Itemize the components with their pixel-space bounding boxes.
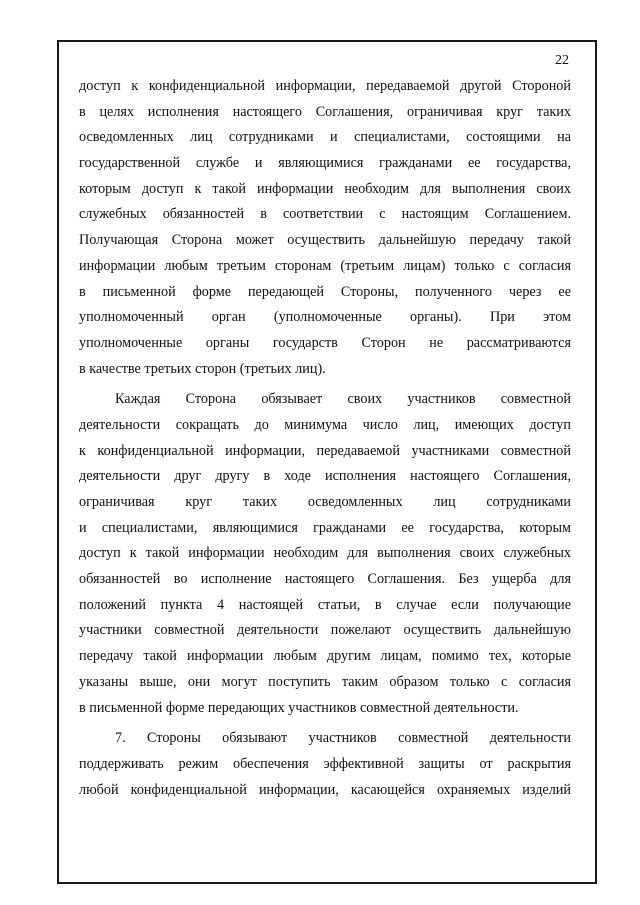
text-line: служебных обязанностей в соответствии с настоящим Соглашением.	[79, 206, 571, 223]
text-line: поддерживать режим обеспечения эффективной защиты от раскрытия	[79, 755, 571, 772]
text-line: 7. Стороны обязывают участников совместной деятельности	[115, 730, 571, 747]
text-line: Получающая Сторона может осуществить дальнейшую передачу такой	[79, 232, 571, 249]
text-line: к конфиденциальной информации, передаваемой участниками совместной	[79, 442, 571, 459]
text-line: положений пункта 4 настоящей статьи, в случае если получающие	[79, 596, 571, 613]
document-body	[79, 74, 571, 803]
text-line: ограничивая круг таких осведомленных лиц сотрудниками	[79, 494, 571, 510]
text-line: уполномоченные органы государств Сторон не рассматриваются	[79, 334, 571, 351]
paragraph	[79, 387, 571, 721]
paragraph	[79, 726, 571, 803]
text-line: участники совместной деятельности пожелают осуществить дальнейшую	[79, 622, 571, 639]
text-line: в письменной форме передающей Стороны, полученного через ее	[79, 283, 571, 300]
paragraph	[79, 74, 571, 382]
text-line: информации любым третьим сторонам (третьим лицам) только с согласия	[79, 257, 571, 274]
text-line: доступ к конфиденциальной информации, передаваемой другой Стороной	[79, 78, 571, 94]
text-line: в качестве третьих сторон (третьих лиц).	[79, 360, 326, 377]
text-line: уполномоченный орган (уполномоченные органы). При этом	[79, 309, 571, 326]
text-line: в целях исполнения настоящего Соглашения, ограничивая круг таких	[79, 103, 571, 120]
text-line: любой конфиденциальной информации, касающейся охраняемых изделий	[79, 781, 571, 798]
text-line: указаны выше, они могут поступить таким образом только с согласия	[79, 673, 571, 690]
text-line: передачу такой информации любым другим лицам, помимо тех, которые	[79, 648, 571, 665]
text-line: доступ к такой информации необходим для выполнения своих служебных	[79, 545, 571, 562]
text-line: государственной службе и являющимися гражданами ее государства,	[79, 155, 571, 172]
text-line: осведомленных лиц сотрудниками и специалистами, состоящими на	[79, 129, 571, 146]
text-line: деятельности друг другу в ходе исполнения настоящего Соглашения,	[79, 468, 571, 485]
text-line: и специалистами, являющимися гражданами ее государства, которым	[79, 519, 571, 536]
text-line: обязанностей во исполнение настоящего Соглашения. Без ущерба для	[79, 571, 571, 588]
text-line: в письменной форме передающих участников совместной деятельности.	[79, 699, 519, 716]
text-line: которым доступ к такой информации необходим для выполнения своих	[79, 180, 571, 197]
text-line: Каждая Сторона обязывает своих участников совместной	[115, 391, 571, 408]
page-number: 22	[555, 53, 569, 68]
text-line: деятельности сокращать до минимума число лиц, имеющих доступ	[79, 416, 571, 433]
